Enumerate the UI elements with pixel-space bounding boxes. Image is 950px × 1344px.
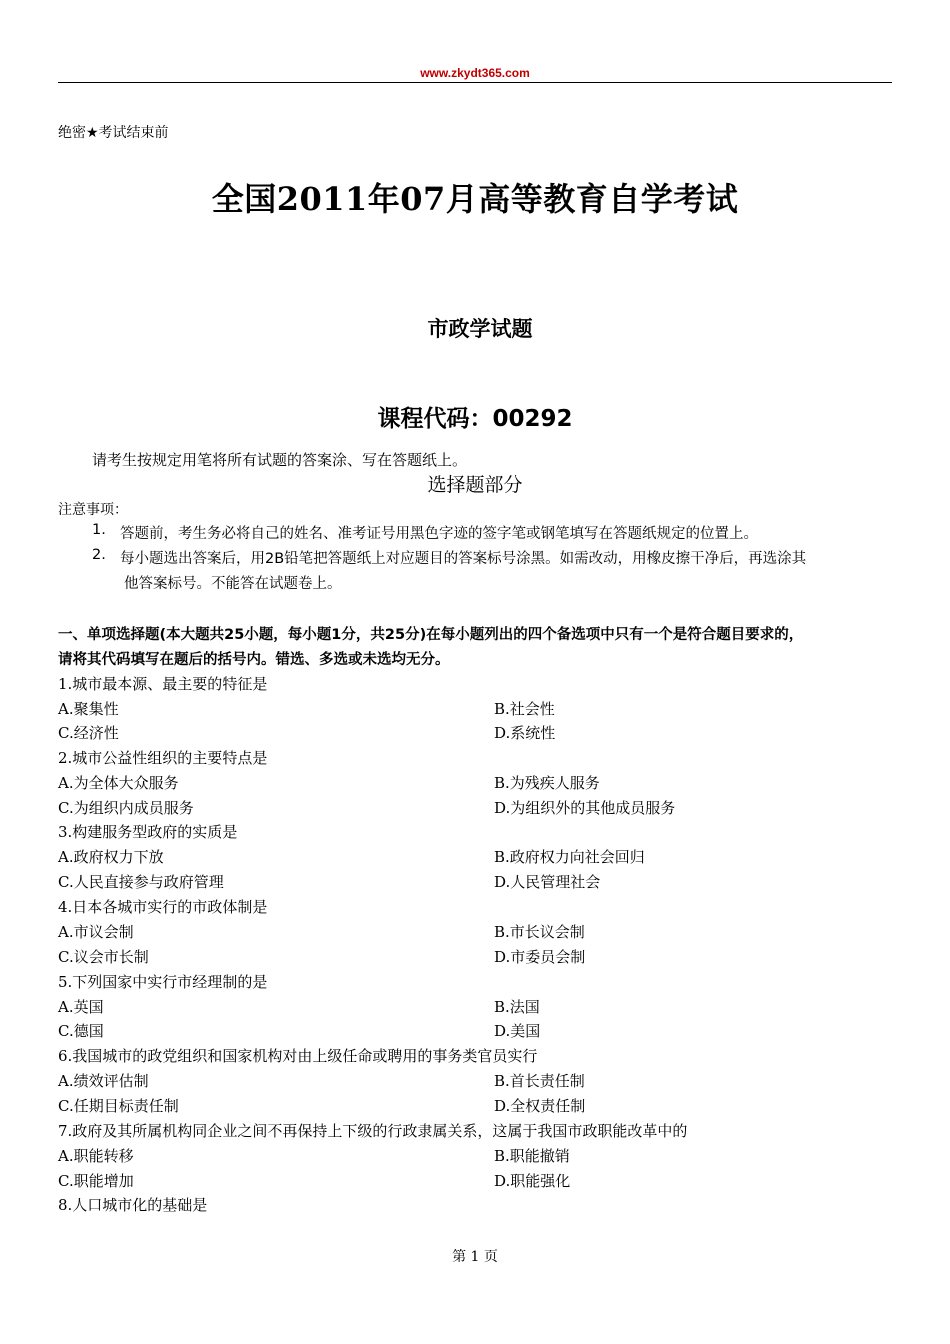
secret-label: 绝密★考试结束前 bbox=[58, 125, 169, 141]
option-d: D.职能强化 bbox=[494, 1172, 571, 1190]
option-a: A.政府权力下放 bbox=[58, 848, 164, 866]
option-a: A.英国 bbox=[58, 998, 104, 1016]
option-a: A.绩效评估制 bbox=[58, 1072, 149, 1090]
question-stem: 6.我国城市的政党组织和国家机构对由上级任命或聘用的事务类官员实行 bbox=[58, 1047, 538, 1065]
option-a: A.为全体大众服务 bbox=[58, 774, 179, 792]
part-heading-line: 一、单项选择题(本大题共25小题，每小题1分，共25分)在每小题列出的四个备选项中只有一个是符合题目要求的， bbox=[58, 627, 804, 643]
question-stem: 4.日本各城市实行的市政体制是 bbox=[58, 898, 268, 916]
option-d: D.系统性 bbox=[494, 724, 556, 742]
question-stem: 1.城市最本源、最主要的特征是 bbox=[58, 675, 268, 693]
option-c: C.人民直接参与政府管理 bbox=[58, 873, 224, 891]
note-text: 答题前，考生务必将自己的姓名、准考证号用黑色字迹的签字笔或钢笔填写在答题纸规定的位置上。 bbox=[120, 526, 758, 542]
option-c: C.经济性 bbox=[58, 724, 119, 742]
question-stem: 7.政府及其所属机构同企业之间不再保持上下级的行政隶属关系，这属于我国市政职能改革中的 bbox=[58, 1122, 688, 1140]
option-d: D.全权责任制 bbox=[494, 1097, 586, 1115]
notes-heading: 注意事项： bbox=[58, 502, 128, 518]
part-heading-line: 请将其代码填写在题后的括号内。错选、多选或未选均无分。 bbox=[58, 652, 450, 668]
page-number: 第 1 页 bbox=[452, 1249, 498, 1265]
header-rule bbox=[58, 82, 892, 83]
instruction-text: 请考生按规定用笔将所有试题的答案涂、写在答题纸上。 bbox=[92, 451, 468, 469]
option-b: B.法国 bbox=[494, 998, 540, 1016]
option-d: D.为组织外的其他成员服务 bbox=[494, 799, 676, 817]
question-stem: 3.构建服务型政府的实质是 bbox=[58, 823, 238, 841]
option-d: D.美国 bbox=[494, 1022, 541, 1040]
option-b: B.政府权力向社会回归 bbox=[494, 848, 645, 866]
note-number: 2. bbox=[92, 547, 106, 563]
option-d: D.市委员会制 bbox=[494, 948, 586, 966]
option-b: B.为残疾人服务 bbox=[494, 774, 600, 792]
option-b: B.职能撤销 bbox=[494, 1147, 570, 1165]
option-d: D.人民管理社会 bbox=[494, 873, 601, 891]
question-stem: 5.下列国家中实行市经理制的是 bbox=[58, 973, 268, 991]
note-number: 1. bbox=[92, 522, 106, 538]
note-text-continued: 他答案标号。不能答在试题卷上。 bbox=[124, 576, 342, 592]
question-stem: 2.城市公益性组织的主要特点是 bbox=[58, 749, 268, 767]
question-stem: 8.人口城市化的基础是 bbox=[58, 1196, 208, 1214]
note-text: 每小题选出答案后，用2B铅笔把答题纸上对应题目的答案标号涂黑。如需改动，用橡皮擦干净后，再选涂其 bbox=[120, 551, 807, 567]
section-title: 选择题部分 bbox=[427, 474, 523, 496]
course-code: 课程代码：00292 bbox=[377, 406, 573, 432]
option-a: A.职能转移 bbox=[58, 1147, 134, 1165]
option-c: C.任期目标责任制 bbox=[58, 1097, 179, 1115]
option-c: C.职能增加 bbox=[58, 1172, 134, 1190]
subject-title: 市政学试题 bbox=[427, 317, 533, 341]
option-b: B.市长议会制 bbox=[494, 923, 585, 941]
page-title: 全国2011年07月高等教育自学考试 bbox=[211, 180, 739, 218]
header-url: www.zkydt365.com bbox=[420, 66, 530, 80]
option-c: C.议会市长制 bbox=[58, 948, 149, 966]
option-b: B.社会性 bbox=[494, 700, 555, 718]
option-c: C.德国 bbox=[58, 1022, 104, 1040]
option-a: A.市议会制 bbox=[58, 923, 134, 941]
option-c: C.为组织内成员服务 bbox=[58, 799, 194, 817]
option-b: B.首长责任制 bbox=[494, 1072, 585, 1090]
option-a: A.聚集性 bbox=[58, 700, 119, 718]
